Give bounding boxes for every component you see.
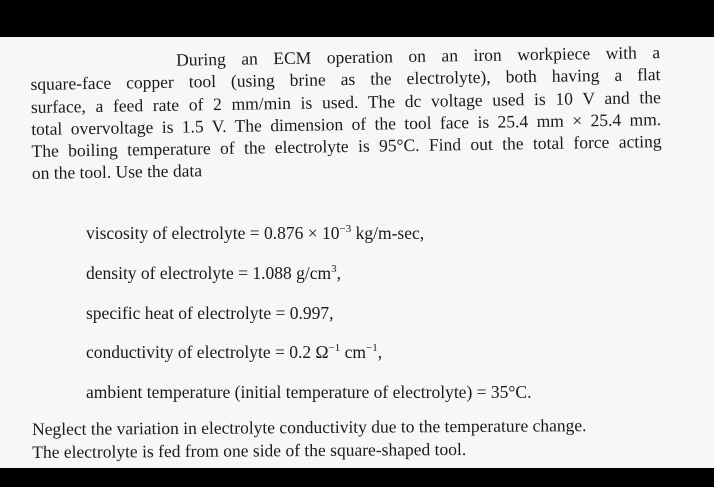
conductivity-text: conductivity of electrolyte = 0.2 Ω (86, 342, 329, 362)
conductivity-unit: , (377, 342, 383, 362)
problem-line: on the tool. Use the data (31, 160, 203, 184)
specific-heat-text: specific heat of electrolyte = 0.997, (86, 303, 334, 323)
data-item-viscosity (86, 223, 424, 244)
viscosity-unit: kg/m-sec, (351, 223, 425, 243)
data-item-conductivity (86, 342, 382, 363)
problem-line: The boiling temperature of the electrolyte is 95°C. Find out the total force acting (31, 131, 662, 162)
density-text: density of electrolyte = 1.088 g/cm (86, 263, 332, 283)
density-unit: , (336, 263, 341, 283)
conductivity-exponent-2: −1 (366, 342, 378, 354)
document-page (0, 37, 714, 468)
footer-line: Neglect the variation in electrolyte conductivity due to the temperature change. (32, 415, 587, 439)
conductivity-exponent-1: −1 (328, 342, 341, 354)
density-exponent: 3 (331, 263, 337, 275)
problem-line: surface, a feed rate of 2 mm/min is used. The dc voltage used is 10 V and the (30, 86, 661, 117)
data-item-ambient (86, 382, 531, 403)
data-item-density (86, 263, 341, 284)
viscosity-text: viscosity of electrolyte = 0.876 × 10 (86, 223, 340, 243)
conductivity-mid: cm (340, 342, 367, 362)
problem-line: total overvoltage is 1.5 V. The dimension of the tool face is 25.4 mm × 25.4 mm. (31, 108, 662, 139)
problem-line: During an ECM operation on an iron workpiece with a (175, 42, 661, 70)
viscosity-exponent: −3 (339, 223, 352, 235)
footer-line: The electrolyte is fed from one side of the square-shaped tool. (32, 438, 467, 462)
problem-paragraph (30, 41, 662, 185)
footer-paragraph (32, 414, 652, 463)
data-item-specific-heat (86, 303, 333, 324)
ambient-text: ambient temperature (initial temperature of electrolyte) = 35°C. (86, 382, 532, 402)
problem-line: square-face copper tool (using brine as the electrolyte), both having a flat (30, 64, 661, 95)
